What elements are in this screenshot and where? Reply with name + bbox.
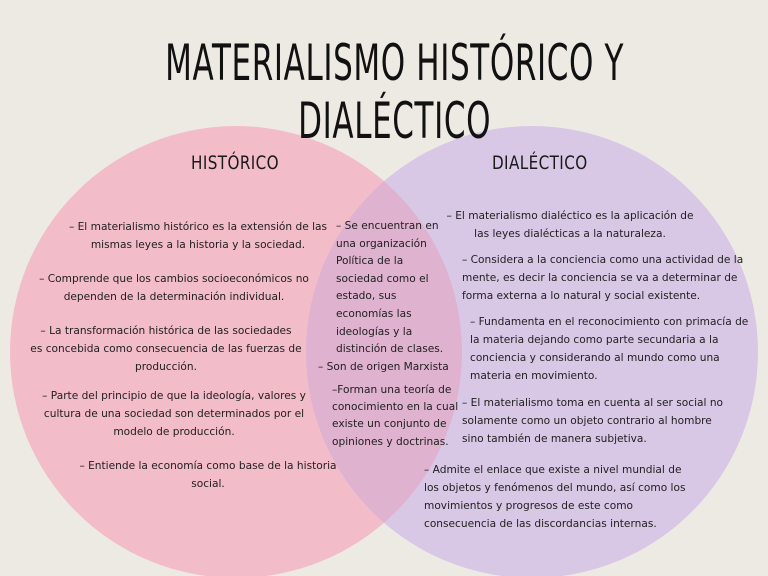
historico-item-4: – Parte del principio de que la ideología, valores y cultura de una sociedad son determinados por el modelo de producción. [42,390,306,438]
dialectico-item-4: – El materialismo toma en cuenta al ser social no solamente como un objeto contrario al hombre sino también de manera subjetiva. [462,397,724,445]
dialectico-heading: DIALÉCTICO [491,152,588,174]
common-item-1: – Se encuentran en una organización Política de la sociedad como el estado, sus economías las ideologías y la distinción de clases. [336,220,444,356]
historico-item-1: – El materialismo histórico es la extensión de las mismas leyes a la historia y la sociedad. [68,221,328,251]
historico-heading: HISTÓRICO [191,152,280,174]
page-title: MATERIALISMO HISTÓRICO Y DIALÉCTICO [165,34,625,150]
common-item-3: –Forman una teoría de conocimiento en la cual existe un conjunto de opiniones y doctrinas. [332,384,459,448]
dialectico-item-1: – El materialismo dialéctico es la aplicación de las leyes dialécticas a la naturaleza. [446,210,694,240]
dialectico-item-2: – Considera a la conciencia como una actividad de la mente, es decir la conciencia se va a determinar de forma externa a lo natural y social existente. [462,254,744,302]
historico-item-3: – La transformación histórica de las sociedades es concebida como consecuencia de las fuerzas de producción. [30,325,302,373]
dialectico-item-5: – Admite el enlace que existe a nivel mundial de los objetos y fenómenos del mundo, así como los movimientos y progresos de este como consecuencia de las discordancias internas. [424,464,686,530]
dialectico-item-3: – Fundamenta en el reconocimiento con primacía de la materia dejando como parte secundaria a la conciencia y considerando al mundo como una materia en movimiento. [470,316,749,382]
historico-item-2: – Comprende que los cambios socioeconómicos no dependen de la determinación individual. [39,273,309,303]
common-item-2: – Son de origen Marxista [318,361,449,373]
historico-item-5: – Entiende la economía como base de la historia social. [79,460,337,490]
